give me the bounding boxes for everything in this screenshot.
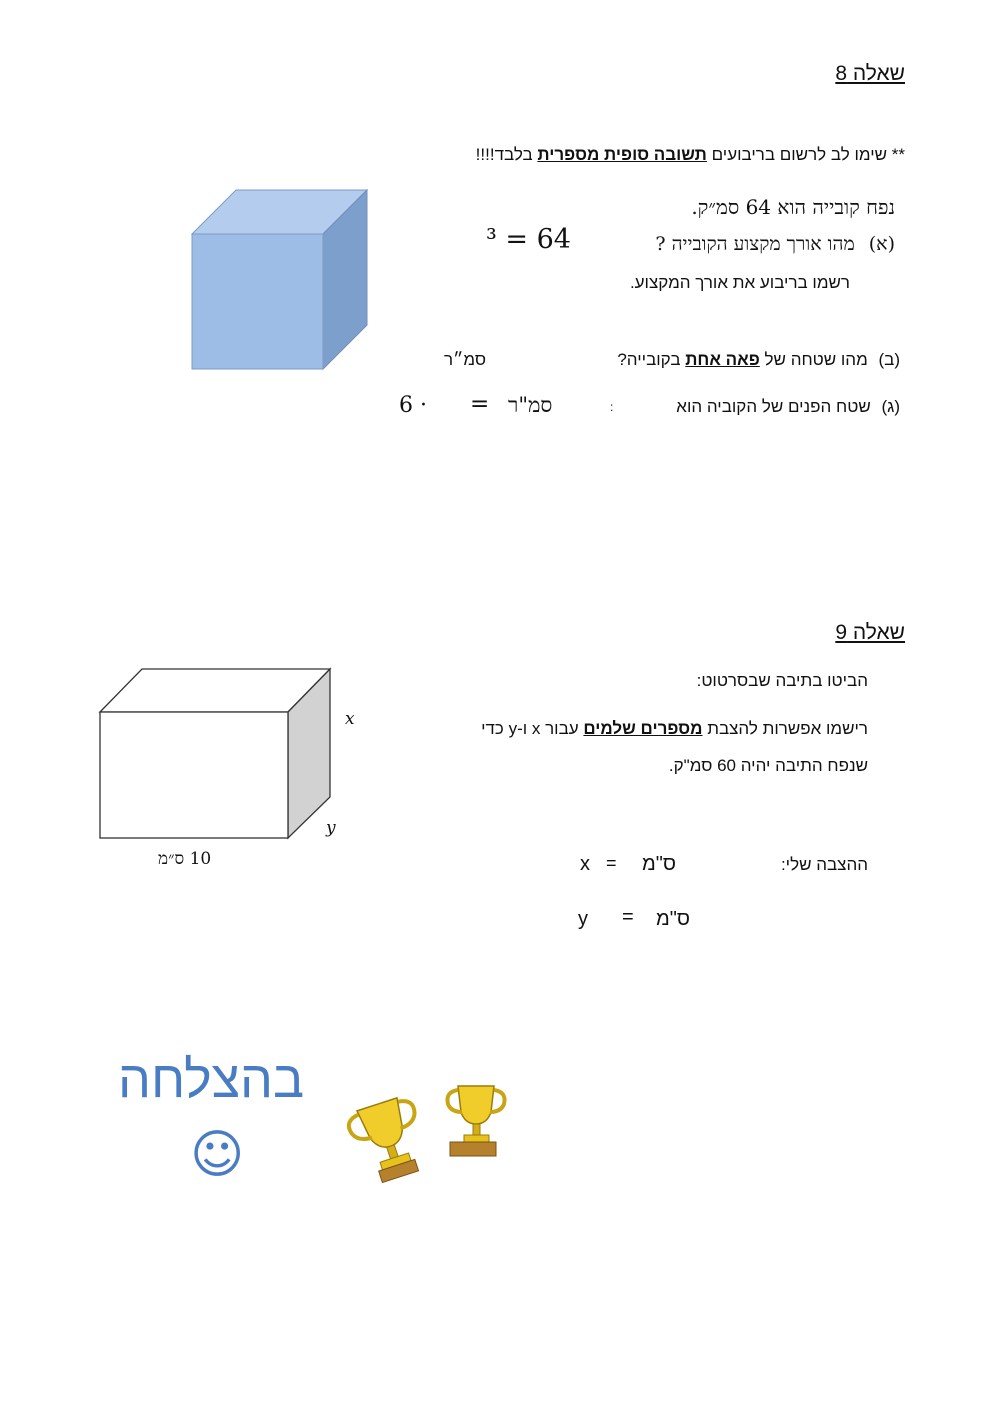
q8-part-b-label: (ב): [878, 350, 900, 369]
box-front-face: [100, 712, 288, 838]
q9-task-suffix: עבור x ו-y כדי: [481, 719, 584, 738]
q8-part-a-instruction: רשמו בריבוע את אורך המקצוע.: [629, 273, 850, 292]
q9-intro: הביטו בתיבה שבסרטוט:: [696, 671, 868, 690]
q9-y-unit: ס"מ: [656, 908, 690, 930]
q8-part-b: [617, 350, 900, 370]
box-figure: [98, 667, 338, 842]
q9-x-var: x: [580, 853, 590, 875]
q8-note: [476, 145, 905, 165]
trophy-icon-right: [442, 1080, 512, 1165]
q8-part-c-mult: 6 ·: [399, 393, 427, 418]
q8-note-suffix: בלבד!!!!: [475, 145, 538, 164]
q8-title: שאלה 8: [835, 62, 905, 85]
q9-task-bold: מספרים שלמים: [583, 719, 703, 738]
q8-part-b-unit: סמ״ר: [444, 350, 486, 369]
q8-part-a-text: מהו אורך מקצוע הקובייה ?: [655, 233, 855, 255]
q8-part-a-math: ³ = 64: [486, 224, 571, 255]
q9-task-line2: שנפח התיבה יהיה 60 סמ"ק.: [668, 756, 868, 775]
q8-part-c-unit: סמ"ר: [508, 393, 553, 417]
q8-part-c-label: (ג): [881, 397, 900, 416]
q8-note-bold: תשובה סופית מספרית: [537, 145, 707, 164]
q9-my-sub-label: ההצבה שלי:: [780, 855, 868, 874]
q8-part-c-equals: =: [470, 391, 490, 417]
smiley-icon: ☺: [190, 1125, 245, 1185]
box-label-x: x: [345, 709, 355, 729]
box-label-y: y: [326, 818, 336, 838]
q8-part-c: [676, 397, 900, 417]
q8-volume-text: נפח קובייה הוא 64 סמ״ק.: [691, 195, 895, 219]
trophy-icon-left: [345, 1088, 435, 1188]
q9-x-unit: ס"מ: [642, 853, 676, 875]
q9-title: שאלה 9: [835, 621, 905, 644]
q9-y-eq: =: [622, 906, 634, 928]
cube-front-face: [192, 234, 323, 369]
q8-part-c-text: שטח הפנים של הקוביה הוא: [676, 397, 871, 416]
box-label-length: 10 ס״מ: [158, 849, 212, 869]
q9-task: [481, 719, 868, 739]
q9-task-prefix: רישמו אפשרות להצבת: [702, 719, 868, 738]
q8-part-b-bold: פאה אחת: [685, 350, 760, 369]
q9-x-eq: =: [606, 853, 617, 873]
q8-part-c-colon: :: [610, 400, 614, 414]
q8-part-a: [655, 233, 895, 256]
q8-note-prefix: ** שימו לב לרשום בריבועים: [706, 145, 905, 164]
cube-figure: [190, 188, 370, 373]
q8-part-a-label: (א): [868, 233, 895, 255]
good-luck-text: בהצלחה: [118, 1051, 305, 1109]
q9-y-var: y: [578, 908, 588, 930]
q8-part-b-prefix: מהו שטחה של: [759, 350, 868, 369]
q8-part-b-suffix: בקובייה?: [617, 350, 686, 369]
